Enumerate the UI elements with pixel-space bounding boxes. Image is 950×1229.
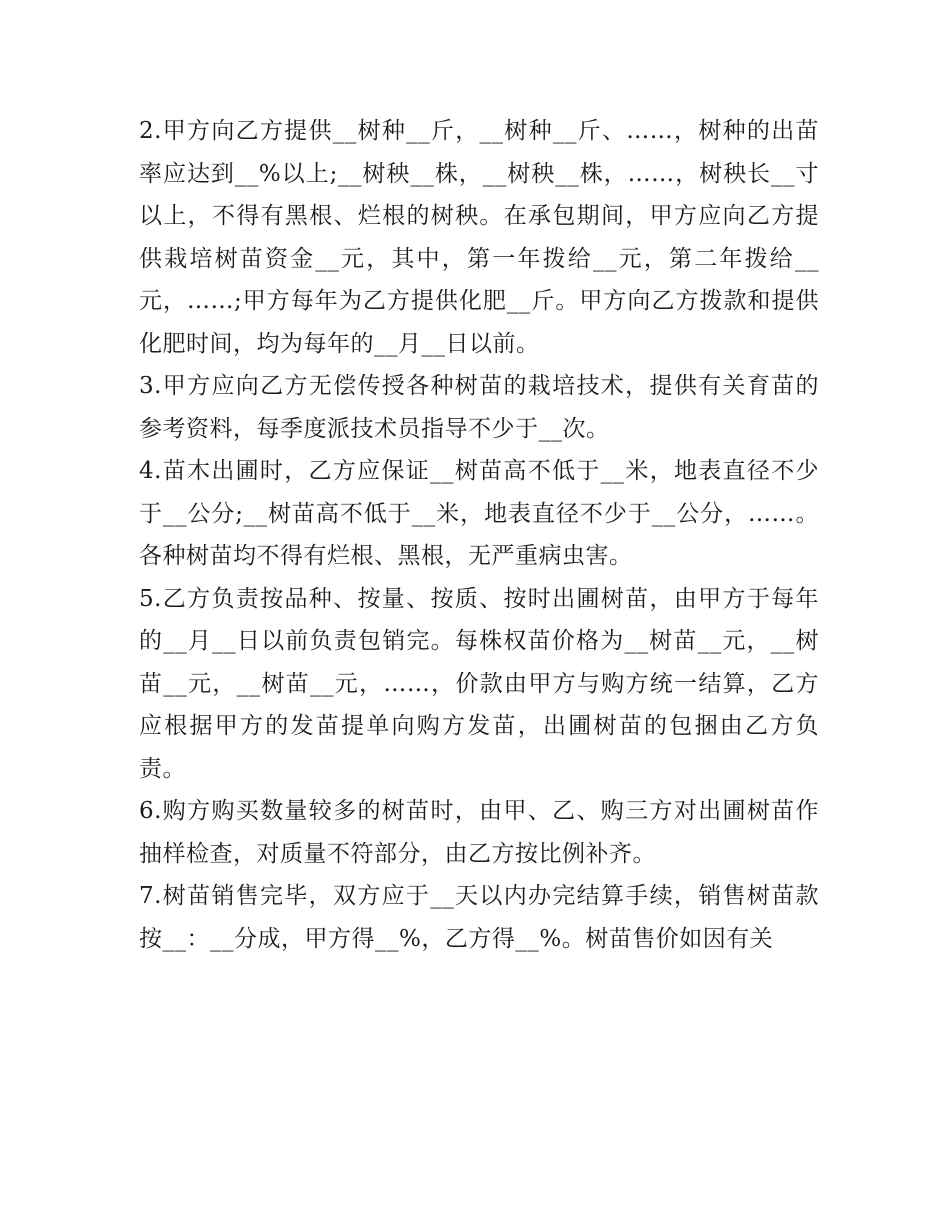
document-page <box>139 110 819 960</box>
clause-4-paragraph: 4.苗木出圃时，乙方应保证__树苗高不低于__米，地表直径不少于__公分;__树苗高不低于__米，地表直径不少于__公分，……。各种树苗均不得有烂根、黑根，无严重病虫害。 <box>139 458 819 569</box>
clause-3-paragraph: 3.甲方应向乙方无偿传授各种树苗的栽培技术，提供有关育苗的参考资料，每季度派技术员指导不少于__次。 <box>139 373 819 442</box>
clause-7-paragraph: 7.树苗销售完毕，双方应于__天以内办完结算手续，销售树苗款按__：__分成，甲方得__%，乙方得__%。树苗售价如因有关 <box>139 883 819 952</box>
clause-5-paragraph: 5.乙方负责按品种、按量、按质、按时出圃树苗，由甲方于每年的__月__日以前负责包销完。每株权苗价格为__树苗__元，__树苗__元，__树苗__元，……，价款由甲方与购方统一结算，乙方应根据甲方的发苗提单向购方发苗，出圃树苗的包捆由乙方负责。 <box>139 585 819 782</box>
clause-6-paragraph: 6.购方购买数量较多的树苗时，由甲、乙、购三方对出圃树苗作抽样检查，对质量不符部分，由乙方按比例补齐。 <box>139 798 819 867</box>
clause-2-paragraph: 2.甲方向乙方提供__树种__斤，__树种__斤、……，树种的出苗率应达到__%以上;__树秧__株，__树秧__株，……，树秧长__寸以上，不得有黑根、烂根的树秧。在承包期间，甲方应向乙方提供栽培树苗资金__元，其中，第一年拨给__元，第二年拨给__元，……;甲方每年为乙方提供化肥__斤。甲方向乙方拨款和提供化肥时间，均为每年的__月__日以前。 <box>139 118 819 357</box>
